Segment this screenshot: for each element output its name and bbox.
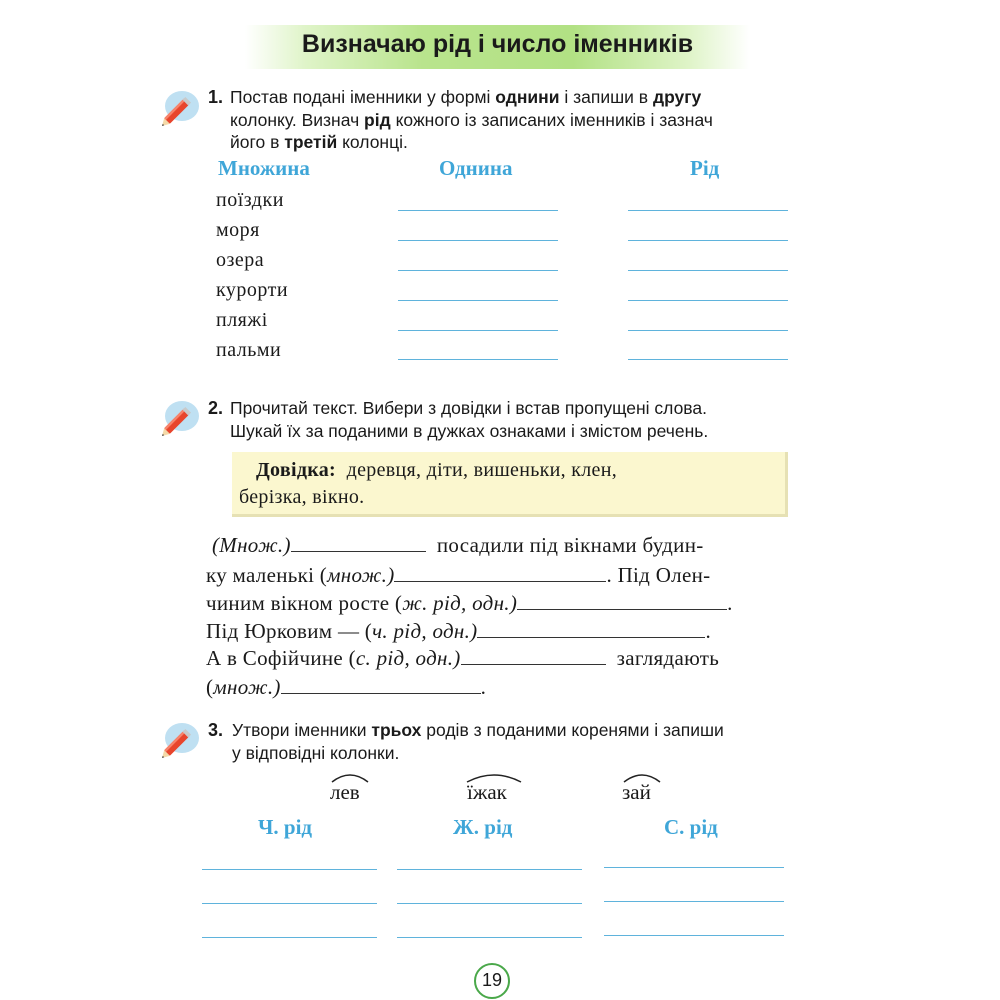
answer-line[interactable] <box>397 903 582 904</box>
answer-line[interactable] <box>202 937 377 938</box>
pencil-icon <box>158 720 200 762</box>
hint-line-2: берізка, вікно. <box>239 486 365 508</box>
fill-blank[interactable] <box>394 580 606 582</box>
answer-line[interactable] <box>202 869 377 870</box>
column-header-feminine: Ж. рід <box>453 815 513 839</box>
answer-line[interactable] <box>604 867 784 868</box>
answer-line[interactable] <box>202 903 377 904</box>
answer-line[interactable] <box>398 270 558 271</box>
task-2-number: 2. <box>208 398 224 418</box>
answer-line[interactable] <box>397 937 582 938</box>
word-item: моря <box>216 219 260 241</box>
answer-line[interactable] <box>628 270 788 271</box>
text-line-1: (Множ.) посадили під вікнами будин- <box>212 533 704 557</box>
word-item: озера <box>216 249 265 271</box>
fill-blank[interactable] <box>291 550 426 552</box>
pencil-icon <box>158 398 200 440</box>
answer-line[interactable] <box>628 240 788 241</box>
task-3-instruction-line-2: у відповідні колонки. <box>232 743 400 763</box>
answer-line[interactable] <box>398 240 558 241</box>
page-number: 19 <box>481 970 503 990</box>
root-word-lev: лев <box>330 780 360 804</box>
text-line-5: А в Софійчине (с. рід, одн.) заглядають <box>206 646 720 670</box>
task-3-instruction-line-1: Утвори іменники трьох родів з поданими коренями і запиши <box>232 720 724 740</box>
answer-line[interactable] <box>628 210 788 211</box>
answer-line[interactable] <box>604 901 784 902</box>
text-line-6: (множ.) . <box>206 675 487 699</box>
answer-line[interactable] <box>628 330 788 331</box>
task-1-number: 1. <box>208 87 224 107</box>
page-title: Визначаю рід і число іменників <box>301 30 694 58</box>
answer-line[interactable] <box>628 300 788 301</box>
column-header-neuter: С. рід <box>664 815 718 839</box>
column-header-singular: Однина <box>439 156 513 180</box>
task-2-instruction-line-2: Шукай їх за поданими в дужках ознаками і змістом речень. <box>230 421 709 441</box>
column-header-gender: Рід <box>690 156 720 180</box>
answer-line[interactable] <box>397 869 582 870</box>
task-3-number: 3. <box>208 720 224 740</box>
answer-line[interactable] <box>628 359 788 360</box>
answer-line[interactable] <box>604 935 784 936</box>
fill-blank[interactable] <box>461 663 606 665</box>
task-1-instruction-line-1: Постав подані іменники у формі однини і запиши в другу <box>230 87 702 107</box>
text-line-3: чиним вікном росте (ж. рід, одн.) . <box>206 591 733 615</box>
answer-line[interactable] <box>398 359 558 360</box>
hint-label: Довідка: <box>256 459 337 481</box>
column-header-plural: Множина <box>218 156 310 180</box>
word-item: поїздки <box>216 189 284 211</box>
text-line-4: Під Юрковим — (ч. рід, одн.) . <box>206 619 712 643</box>
task-1-instruction-line-3: його в третій колонці. <box>230 132 408 152</box>
text-line-2: ку маленькі (множ.) . Під Олен- <box>206 563 711 587</box>
hint-line-1: Довідка: деревця, діти, вишеньки, клен, <box>256 459 618 481</box>
word-item: курорти <box>216 279 289 301</box>
word-item: пальми <box>216 339 282 361</box>
fill-blank[interactable] <box>517 608 727 610</box>
answer-line[interactable] <box>398 330 558 331</box>
pencil-icon <box>158 88 200 130</box>
word-item: пляжі <box>216 309 268 331</box>
answer-line[interactable] <box>398 210 558 211</box>
task-1-instruction-line-2: колонку. Визнач рід кожного із записаних іменників і зазнач <box>230 110 713 130</box>
task-2-instruction-line-1: Прочитай текст. Вибери з довідки і встав пропущені слова. <box>230 398 708 418</box>
column-header-masculine: Ч. рід <box>258 815 313 839</box>
root-word-zai: зай <box>622 780 651 804</box>
fill-blank[interactable] <box>477 636 705 638</box>
answer-line[interactable] <box>398 300 558 301</box>
root-word-izhak: їжак <box>467 780 507 804</box>
fill-blank[interactable] <box>281 692 481 694</box>
